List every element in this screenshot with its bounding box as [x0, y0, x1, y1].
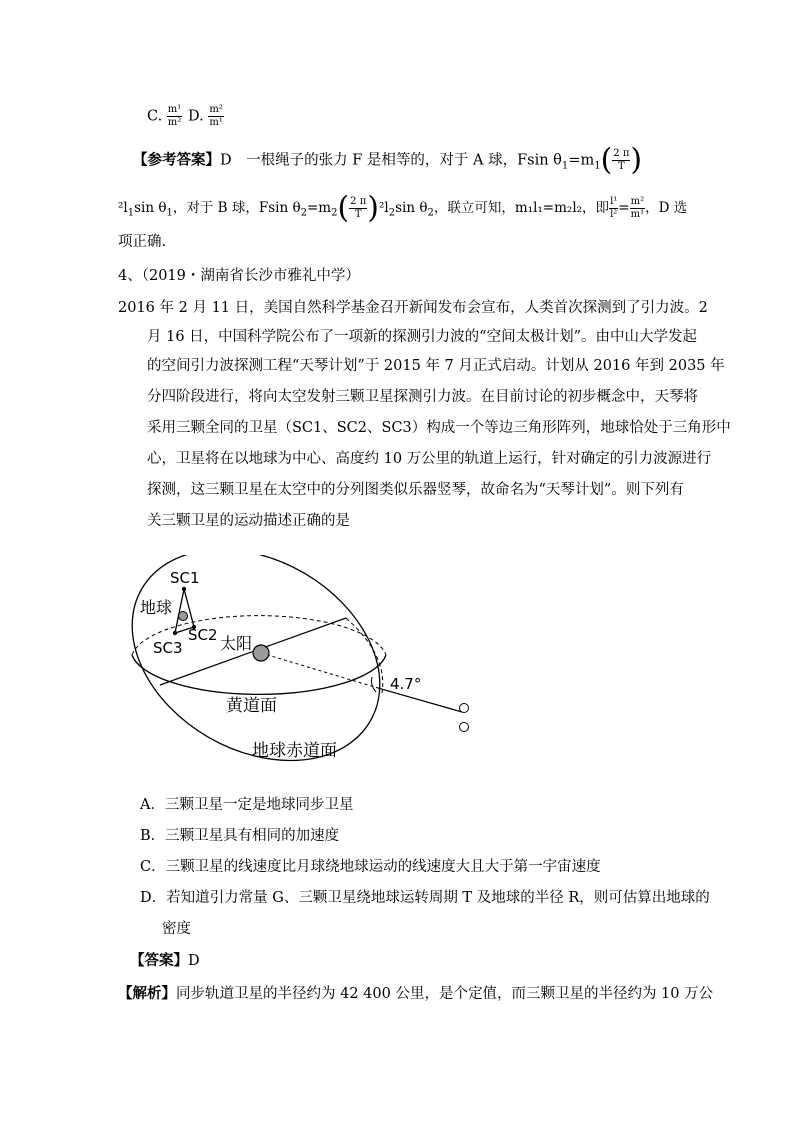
line2-sub-2: 1: [166, 207, 173, 219]
ref-answer-bracket: 【参考答案】: [133, 151, 220, 169]
line2-text: ，对于 B 球，Fsin θ: [172, 200, 301, 216]
option-d-fraction: [208, 104, 224, 129]
question-line-4: 分四阶段进行，将向太空发射三颗卫星探测引力波。在目前讨论的初步概念中，天琴将: [147, 389, 698, 405]
question-line-3: 的空间引力波探测工程“天琴计划”于 2015 年 7 月正式启动。计划从 2016 年到 2035 年: [147, 358, 725, 374]
question-heading: 4、（2019・湖南省长沙市雅礼中学）: [118, 268, 360, 284]
label-sc2: SC2: [188, 626, 218, 644]
ratio-l-num: l¹: [610, 196, 618, 207]
option-c-denominator: m²: [167, 117, 182, 128]
option-c-fraction: [167, 104, 183, 129]
sc3-dot: [173, 631, 177, 635]
analysis-label: 【解析】: [118, 985, 176, 1002]
ref-answer-sub-1: 1: [561, 160, 569, 172]
option-d: D．若知道引力常量 G、三颗卫星绕地球运转周期 T 及地球的半径 R，则可估算出地球的: [140, 890, 710, 906]
analysis-line: [118, 984, 713, 1004]
ratio-eq: =: [618, 200, 630, 216]
line2-sub-6: 2: [427, 207, 434, 219]
two-pi-over-t-fraction-1: [612, 148, 630, 173]
line2-tail: ，D 选: [645, 200, 688, 216]
ratio-m-num: m²: [630, 196, 645, 207]
option-c-numerator: m¹: [167, 104, 182, 115]
fraction-denominator: T: [618, 161, 625, 172]
option-c: [147, 104, 182, 129]
line2-eq: =m: [306, 200, 332, 216]
question-line-5: 采用三颗全同的卫星（SC1、SC2、SC3）构成一个等边三角形阵列，地球恰处于三角形中: [147, 420, 731, 436]
label-sun: 太阳: [220, 634, 253, 653]
option-d-top: [188, 104, 224, 129]
two-pi-over-t-fraction-2: [349, 196, 367, 221]
earth-icon: [179, 612, 188, 621]
answer-label: 【答案】: [130, 952, 188, 969]
ref-answer-sub-m1: 1: [594, 160, 601, 172]
option-d-label: D.: [188, 108, 204, 125]
line2-sin: sin θ: [395, 200, 428, 216]
question-line-8: 关三颗卫星的运动描述正确的是: [147, 513, 350, 529]
ref-answer-line-3: 项正确.: [118, 234, 167, 250]
question-line-6: 心，卫星将在以地球为中心、高度约 10 万公里的轨道上运行，针对确定的引力波源进行: [147, 451, 712, 467]
option-c-label: C.: [147, 108, 163, 125]
label-angle: 4.7°: [390, 675, 422, 693]
line2-post: ²l: [379, 200, 389, 216]
label-equator: 地球赤道面: [252, 741, 337, 761]
line2-pre: ²l: [118, 200, 128, 216]
label-sc1: SC1: [170, 569, 200, 587]
line2-sub-1: 1: [127, 207, 135, 219]
observer-body-icon: [460, 723, 469, 732]
line2-mid: sin θ: [134, 200, 167, 216]
question-line-2: 月 16 日，中国科学院公布了一项新的探测引力波的“空间太极计划”。由中山大学发起: [147, 329, 697, 345]
ref-answer-eq-m1: =m: [568, 152, 595, 169]
answer-value: D: [188, 953, 200, 969]
angle-arc: [372, 677, 377, 692]
option-d-continued: 密度: [162, 921, 191, 937]
ref-answer-line-2: $^2l_1\sin$ $\theta_1$，对于 B 球，Fsin $\theta_2=m_2$( $\frac{2 \pi}{T}$ )$^2l_2\sin$ $\theta_2$，联立可知，m₁l₁=m₂l₂，即 $\frac{\text{l¹}}{\text{l²}}$ = $\frac{\text{m²}}{\text{m¹}}$ ，D 选: [118, 190, 688, 226]
line2-sub-5: 2: [388, 207, 396, 219]
line2-sub-3: 2: [300, 207, 307, 219]
orbit-diagram: [120, 555, 500, 775]
label-earth: 地球: [140, 598, 173, 617]
option-a: A．三颗卫星一定是地球同步卫星: [140, 797, 354, 813]
label-ecliptic: 黄道面: [226, 696, 277, 716]
question-line-7: 探测，这三颗卫星在太空中的分列图类似乐器竖琴，故命名为“天琴计划”。则下列有: [147, 482, 684, 498]
fraction2-denominator: T: [354, 209, 362, 220]
answer-line: [130, 951, 200, 971]
ratio-m-den: m¹: [630, 209, 645, 220]
sun-to-node-dashed: [261, 653, 378, 688]
option-b: B．三颗卫星具有相同的加速度: [140, 828, 340, 844]
option-c-text: C．三颗卫星的线速度比月球绕地球运动的线速度大且大于第一宇宙速度: [140, 859, 601, 875]
line2-sub-4: 2: [331, 207, 338, 219]
ratio-fraction-l: [609, 196, 618, 221]
ratio-fraction-m: [630, 196, 646, 221]
question-line-1: 2016 年 2 月 11 日，美国自然科学基金召开新闻发布会宣布，人类首次探测到了引力波。2: [118, 300, 708, 316]
ratio-l-den: l²: [610, 209, 618, 220]
observer-head-icon: [460, 704, 469, 713]
fraction2-numerator: 2 π: [350, 196, 367, 207]
label-sc3: SC3: [153, 639, 183, 657]
ref-answer-text-1: D 一根绳子的张力 F 是相等的，对于 A 球，Fsin θ: [220, 152, 562, 169]
option-d-denominator: m¹: [209, 117, 223, 128]
line2-end: ，联立可知，m₁l₁=m₂l₂，即: [433, 200, 610, 216]
sc1-dot: [182, 587, 186, 591]
analysis-text: 同步轨道卫星的半径约为 42 400 公里，是个定值，而三颗卫星的半径约为 10 万公: [176, 986, 714, 1002]
ref-answer-line-1: 【参考答案】D 一根绳子的张力 F 是相等的，对于 A 球，Fsin $\theta_1=m_1$( $\frac{2 \pi}{T}$ ): [133, 142, 643, 178]
option-d-numerator: m²: [209, 104, 223, 115]
fraction-numerator: 2 π: [613, 148, 630, 159]
sun-icon: [253, 645, 269, 661]
